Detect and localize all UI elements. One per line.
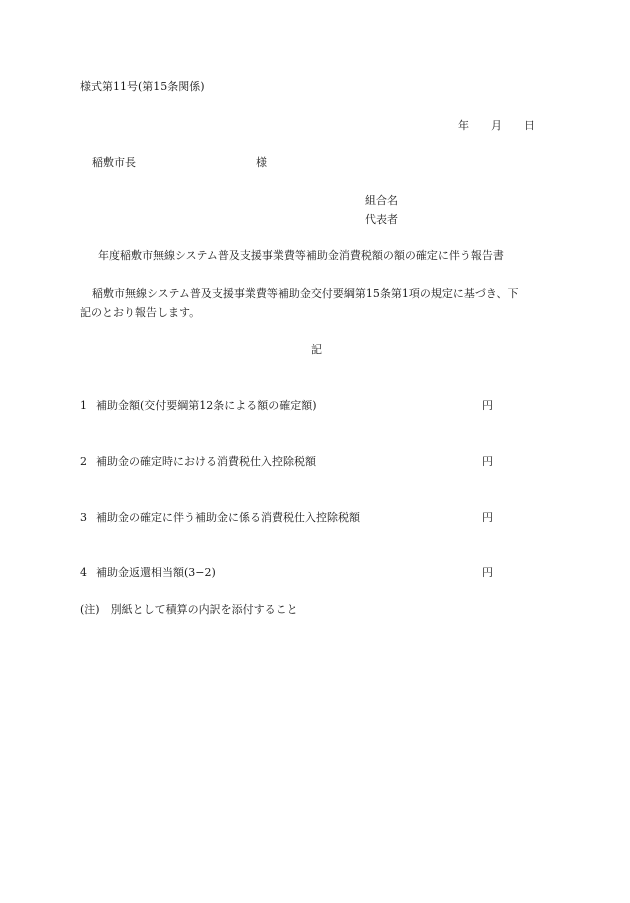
note: (注) 別紙として積算の内訳を添付すること — [80, 603, 298, 616]
body-text-line-2: 記のとおり報告します。 — [80, 306, 201, 319]
item-number: 4 — [80, 566, 87, 579]
item-text: 補助金の確定時における消費税仕入控除税額 — [96, 455, 316, 468]
item-unit: 円 — [482, 511, 493, 524]
item-text: 補助金額(交付要綱第12条による額の確定額) — [96, 399, 317, 412]
item-unit: 円 — [482, 399, 493, 412]
addressee-honorific: 様 — [256, 156, 267, 169]
date-month-label: 月 — [491, 119, 502, 132]
document-title: 年度稲敷市無線システム普及支援事業費等補助金消費税額の額の確定に伴う報告書 — [98, 249, 504, 262]
addressee-name: 稲敷市長 — [92, 156, 136, 169]
item-unit: 円 — [482, 455, 493, 468]
form-number: 様式第11号(第15条関係) — [80, 80, 205, 93]
item-text: 補助金返還相当額(3−2) — [96, 566, 216, 579]
item-number: 1 — [80, 399, 87, 412]
item-unit: 円 — [482, 566, 493, 579]
date-year-label: 年 — [458, 119, 469, 132]
org-name-label: 組合名 — [365, 194, 398, 207]
item-number: 2 — [80, 455, 87, 468]
representative-label: 代表者 — [365, 213, 398, 226]
ki-heading: 記 — [311, 343, 322, 356]
item-text: 補助金の確定に伴う補助金に係る消費税仕入控除税額 — [96, 511, 360, 524]
item-number: 3 — [80, 511, 87, 524]
date-day-label: 日 — [524, 119, 535, 132]
date-line — [458, 120, 535, 131]
body-text-line-1: 稲敷市無線システム普及支援事業費等補助金交付要綱第15条第1項の規定に基づき、下 — [92, 287, 519, 300]
